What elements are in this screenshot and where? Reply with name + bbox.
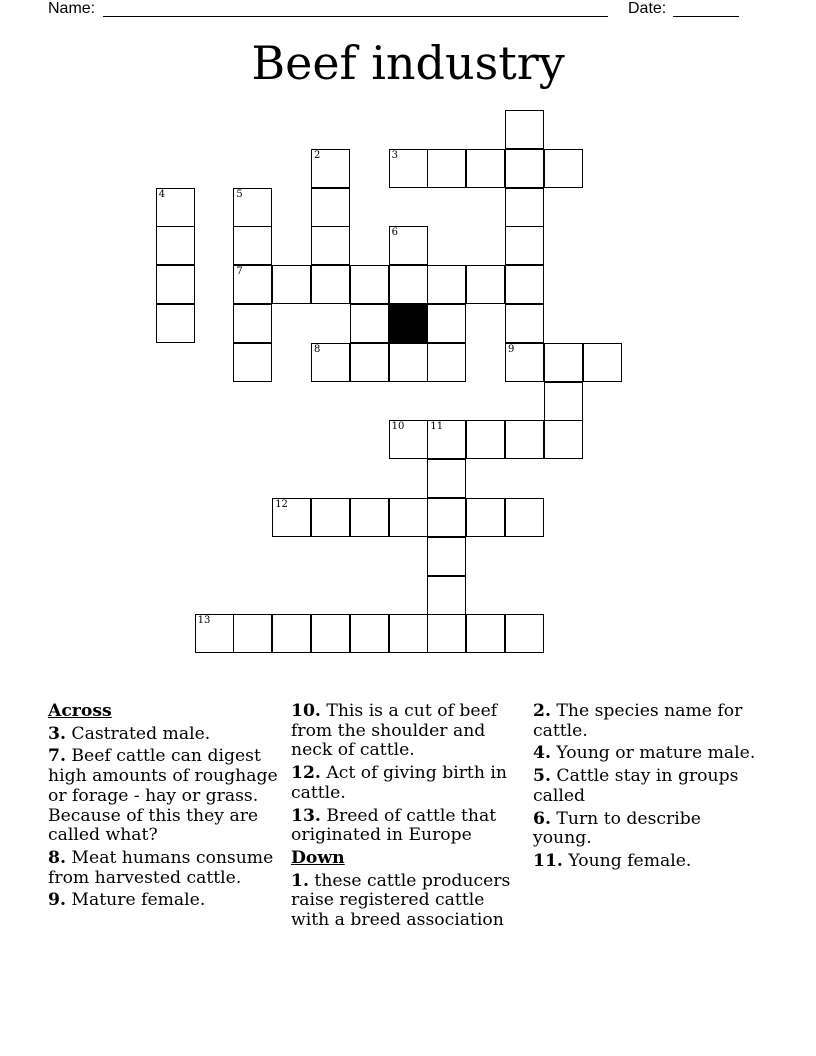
grid-cell[interactable]	[466, 498, 505, 537]
grid-cell[interactable]	[427, 537, 466, 576]
grid-cell[interactable]	[505, 614, 544, 653]
clue	[291, 807, 527, 846]
clue-number: 13	[197, 615, 211, 627]
clue-text: Young or mature male.	[556, 743, 756, 764]
grid-cell[interactable]	[389, 343, 428, 382]
grid-cell[interactable]	[389, 149, 428, 188]
grid-cell[interactable]	[156, 188, 195, 227]
grid-cell[interactable]	[350, 498, 389, 537]
grid-cell[interactable]	[311, 188, 350, 227]
grid-cell[interactable]	[544, 420, 583, 459]
clue-num: 1.	[291, 870, 309, 891]
grid-cell[interactable]	[544, 382, 583, 421]
clue-num: 12.	[291, 763, 321, 784]
page-title: Beef industry	[251, 36, 565, 90]
grid-cell[interactable]	[233, 226, 272, 265]
clue-text: This is a cut of beef from the shoulder and neck of cattle.	[291, 701, 498, 761]
down-clue-list	[291, 872, 527, 931]
clue-text: Turn to describe young.	[533, 808, 701, 849]
clue-number: 9	[508, 343, 515, 355]
grid-cell[interactable]	[544, 343, 583, 382]
grid-cell[interactable]	[505, 110, 544, 149]
clue	[291, 872, 527, 931]
grid-cell[interactable]	[427, 498, 466, 537]
clue-num: 7.	[48, 746, 66, 767]
grid-cell[interactable]	[389, 498, 428, 537]
grid-cell[interactable]	[311, 265, 350, 304]
clue	[48, 849, 278, 888]
across-heading: Across	[48, 701, 112, 721]
grid-cell[interactable]	[427, 459, 466, 498]
grid-cell[interactable]	[389, 614, 428, 653]
name-label: Name:	[48, 0, 96, 17]
grid-cell[interactable]	[505, 149, 544, 188]
grid-cell[interactable]	[311, 614, 350, 653]
grid-cell[interactable]	[350, 614, 389, 653]
clue-text: Breed of cattle that originated in Europe	[291, 805, 497, 846]
clue	[291, 764, 527, 803]
clue	[533, 852, 763, 872]
grid-cell[interactable]	[427, 304, 466, 343]
grid-cell[interactable]	[272, 614, 311, 653]
clue	[533, 702, 763, 741]
clue-number: 5	[236, 188, 243, 200]
clue-number: 4	[158, 188, 166, 200]
grid-cell[interactable]	[272, 498, 311, 537]
clue-number: 3	[391, 149, 398, 161]
clue	[48, 725, 278, 745]
grid-cell[interactable]	[427, 265, 466, 304]
clue-text: Mature female.	[71, 890, 206, 911]
clues-column-1	[48, 702, 278, 914]
black-square	[389, 304, 428, 343]
grid-cell[interactable]	[350, 304, 389, 343]
grid-cell[interactable]	[466, 265, 505, 304]
grid-cell[interactable]	[505, 498, 544, 537]
clue-number: 10	[391, 421, 405, 433]
clue-text: Castrated male.	[71, 723, 211, 744]
grid-cell[interactable]	[233, 188, 272, 227]
grid-cell[interactable]	[505, 304, 544, 343]
clue-num: 11.	[533, 850, 563, 871]
clue	[533, 767, 763, 806]
grid-cell[interactable]	[505, 226, 544, 265]
grid-cell[interactable]	[466, 420, 505, 459]
grid-cell[interactable]	[389, 226, 428, 265]
grid-cell[interactable]	[427, 343, 466, 382]
clue-num: 2.	[533, 701, 551, 721]
grid-cell[interactable]	[156, 304, 195, 343]
grid-cell[interactable]	[544, 149, 583, 188]
grid-cell[interactable]	[583, 343, 622, 382]
clue-num: 5.	[533, 766, 551, 787]
grid-cell[interactable]	[311, 498, 350, 537]
grid-cell[interactable]	[427, 149, 466, 188]
clue	[533, 744, 763, 764]
clue-num: 9.	[48, 890, 66, 911]
clue-number: 7	[236, 266, 243, 278]
clue-number: 11	[430, 421, 444, 433]
grid-cell[interactable]	[466, 149, 505, 188]
grid-cell[interactable]	[427, 614, 466, 653]
clue-number: 8	[314, 343, 321, 355]
date-label: Date:	[628, 0, 667, 17]
grid-cell[interactable]	[156, 265, 195, 304]
grid-cell[interactable]	[233, 304, 272, 343]
clue-text: these cattle producers raise registered cattle with a breed association	[291, 870, 511, 931]
grid-cell[interactable]	[311, 343, 350, 382]
across-clue-list-continued	[291, 702, 527, 846]
grid-cell[interactable]	[272, 265, 311, 304]
grid-cell[interactable]	[389, 265, 428, 304]
grid-cell[interactable]	[505, 420, 544, 459]
clue-text: Young female.	[568, 850, 692, 871]
clue	[48, 747, 278, 846]
grid-cell[interactable]	[233, 614, 272, 653]
grid-cell[interactable]	[350, 265, 389, 304]
grid-cell[interactable]	[233, 343, 272, 382]
clue-number: 2	[314, 149, 321, 161]
grid-cell[interactable]	[156, 226, 195, 265]
clues-column-2	[291, 702, 527, 934]
clue-num: 6.	[533, 808, 551, 829]
grid-cell[interactable]	[466, 614, 505, 653]
down-heading: Down	[291, 847, 345, 868]
clue	[291, 702, 527, 761]
clue-num: 8.	[48, 847, 66, 868]
clue	[533, 810, 763, 849]
clue-number: 12	[275, 499, 288, 510]
grid-cell[interactable]	[233, 265, 272, 304]
grid-cell[interactable]	[350, 343, 389, 382]
clue-num: 10.	[291, 701, 321, 721]
across-clue-list	[48, 725, 278, 911]
clue	[48, 891, 278, 911]
grid-cell[interactable]	[311, 149, 350, 188]
grid-cell[interactable]	[427, 576, 466, 615]
clue-text: Meat humans consume from harvested cattle.	[48, 847, 274, 888]
grid-cell[interactable]	[427, 420, 466, 459]
clue-text: Act of giving birth in cattle.	[291, 763, 507, 803]
clue-text: Cattle stay in groups called	[533, 766, 739, 806]
grid-cell[interactable]	[505, 343, 544, 382]
clues-column-3	[533, 702, 763, 875]
grid-cell[interactable]	[505, 265, 544, 304]
clue-number: 6	[391, 227, 398, 239]
clue-num: 13.	[291, 805, 321, 826]
grid-cell[interactable]	[311, 226, 350, 265]
down-clue-list-continued	[533, 702, 763, 872]
grid-cell[interactable]	[195, 614, 234, 653]
grid-cell[interactable]	[389, 420, 428, 459]
clue-num: 3.	[48, 723, 66, 744]
clue-text: Beef cattle can digest high amounts of roughage or forage - hay or grass. Because of this they are called what?	[48, 746, 278, 846]
grid-cell[interactable]	[505, 188, 544, 227]
clue-num: 4.	[533, 743, 551, 764]
clue-text: The species name for cattle.	[533, 701, 743, 741]
